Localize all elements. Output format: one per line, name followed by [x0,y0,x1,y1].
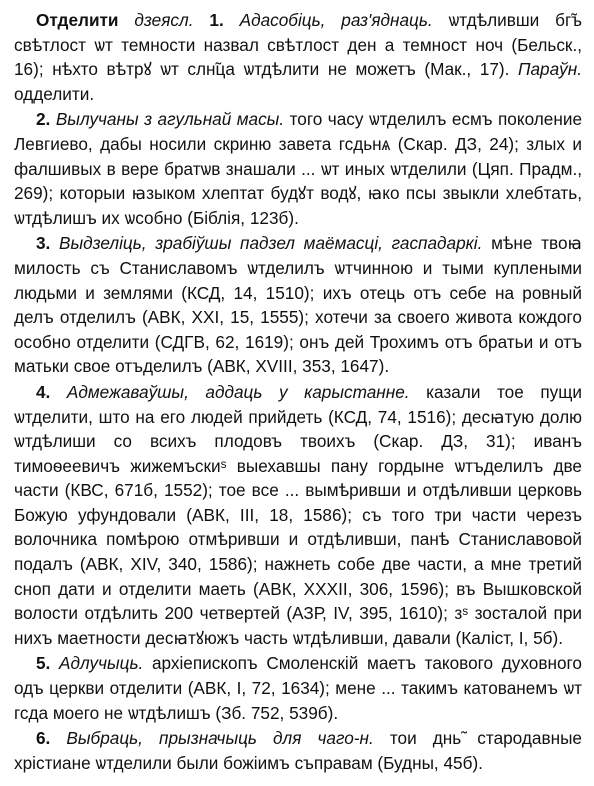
sense-number: 6. [36,728,51,749]
sense-examples: мѣне твоꙗ милость съ Станиславомъ ѡтделилъ ѡтчинною и тыми куплеными людьми и землями (КСД, 14, 1510); ихъ отець отъ себе на ровный делъ отделилъ (АВК, XXI, 15, 1555); хотечи за своего живота кождого особно отделити (СДГВ, 62, 1619); онъ дей Трохимъ отъ братьи и отъ матьки свое отъделилъ (АВК, XVIII, 353, 1647). [14,233,582,377]
sense-1-paragraph [14,8,582,106]
sense-examples: тои днь̃ стародавные хрістиане ѡтделили были божіимъ съправам (Будны, 45б). [14,728,582,773]
sense-examples: того часу ѡтделилъ есмъ поколение Левгиево, дабы носили скриню завета гсдьнѧ (Скар. ДЗ, 24); злых и фалшивых в вере братѡв знашали ... ѡт иных ѡтделили (Цяп. Прадм., 269); которыи ꙗзыком хлептат будꙋт водꙋ, ꙗко псы звыкли хлебтать, ѡтдѣлишъ их ѡсобно (Біблія, 123б). [14,109,582,228]
sense-number: 1. [209,10,224,30]
sense-gloss: Выбраць, прызначыць для чаго-н. [66,728,374,749]
sense-examples: казали тое пущи ѡтделити, што на его людей прийдеть (КСД, 74, 1516); десꙗтую долю ѡтдѣлиши со всихъ плодовъ твоихъ (Скар. ДЗ, 31); иванъ тимоѳеевичъ жижемъскиˢ выехавшы пану гордыне ѡтъделилъ две части (КВС, 671б, 1552); тое все ... вымѣривши и отдѣливши церковь Божую уфундовали (АВК, III, 18, 1586); съ того три части черезъ волочника помѣрою отмѣривши и отдѣливши, панѣ Станиславовой подалъ (АВК, XIV, 340, 1586); нажнеть собе две части, а мне третий сноп дати и отделити маеть (АВК, XXXII, 306, 1596); въ Вышковской волости отдѣлить 200 четвертей (АЗР, IV, 395, 1610); зˢ зосталой при нихъ маетности десꙗтꙋюжъ часть ѡтдѣливши, давали (Каліст, I, 5б). [14,381,583,648]
sense-3-paragraph [14,231,582,379]
sense-number: 4. [36,381,51,402]
sense-number: 3. [36,233,51,254]
sense-gloss: Адасобіць, раз'яднаць. [239,10,433,30]
sense-examples: ѡтдѣливши бг̃ъ свѣтлост ѡт темности назвал свѣтлост ден а темност ноч (Бельск., 16); нѣхто вѣтрꙋ ѡт слн̃ца ѡтдѣлити не можетъ (Мак., 17). [14,10,583,80]
sense-gloss: Выдзеліць, зрабіўшы падзел маёмасці, гаспадаркі. [59,233,483,254]
sense-2-paragraph [14,107,582,230]
headword: Отделити [36,10,119,30]
sense-5-paragraph [14,651,582,725]
sense-4-paragraph [14,380,582,651]
sense-gloss: Адмежаваўшы, аддаць у карыстанне. [66,381,410,402]
part-of-speech: дзеясл. [134,10,194,30]
sense-gloss: Адлучыць. [59,653,144,674]
sense-gloss: Вылучаны з агульнай масы. [55,109,285,130]
sense-number: 2. [36,109,51,130]
cross-reference-word: одделити. [14,83,95,104]
sense-examples: архіепископъ Смоленскій маетъ такового духовного одъ церкви отделити (АВК, I, 72, 1634); мене ... такимъ катованемъ ѡт гсда моего не ѡтдѣлишъ (Зб. 752, 539б). [14,653,582,723]
sense-6-paragraph [14,726,582,775]
cross-reference-label: Параўн. [518,59,583,80]
sense-number: 5. [36,653,51,674]
